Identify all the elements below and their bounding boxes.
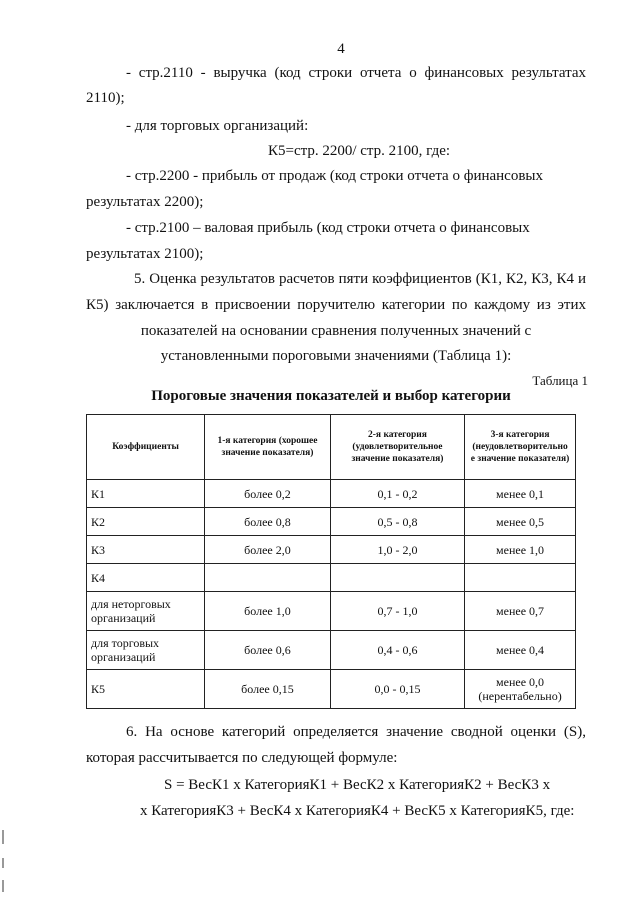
header-category-2: 2-я категория (удовлетворительное значение показателя): [330, 415, 464, 480]
table-row: [87, 480, 576, 508]
text-line-6: результатах 2200);: [86, 194, 204, 210]
formula-k5: К5=стр. 2200/ стр. 2100, где:: [268, 143, 451, 159]
text-line-10: К5) заключается в присвоении поручителю категории по каждому из этих: [86, 297, 586, 313]
cell-coefficient: для неторговых организаций: [87, 592, 205, 631]
table-row: [87, 670, 576, 709]
cell-category-2: 1,0 - 2,0: [330, 536, 464, 564]
cell-category-2: 0,7 - 1,0: [330, 592, 464, 631]
cell-category-3: менее 0,0 (нерентабельно): [465, 670, 576, 709]
cell-category-3: менее 1,0: [465, 536, 576, 564]
thresholds-table: [86, 414, 576, 709]
table-row: [87, 592, 576, 631]
cell-category-3: [465, 564, 576, 592]
formula-s-line-2: х КатегорияК3 + ВесК4 х КатегорияК4 + ВесК5 х КатегорияК5, где:: [140, 803, 575, 819]
cell-coefficient: К3: [87, 536, 205, 564]
cell-category-3: менее 0,1: [465, 480, 576, 508]
table-row: [87, 631, 576, 670]
table-row: [87, 508, 576, 536]
cell-category-1: более 0,15: [205, 670, 331, 709]
formula-s-line-1: S = ВесК1 х КатегорияК1 + ВесК2 х КатегорияК2 + ВесК3 х: [164, 777, 551, 793]
header-category-1: 1-я категория (хорошее значение показателя): [205, 415, 331, 480]
cell-category-2: 0,4 - 0,6: [330, 631, 464, 670]
text-line-2: 2110);: [86, 90, 125, 106]
cell-coefficient: К5: [87, 670, 205, 709]
cell-category-3: менее 0,4: [465, 631, 576, 670]
table-label: Таблица 1: [532, 373, 588, 388]
text-line-3: - для торговых организаций:: [126, 118, 309, 134]
table-header-row: [87, 415, 576, 480]
cell-coefficient: К2: [87, 508, 205, 536]
text-line-11: показателей на основании сравнения полученных значений с: [140, 323, 532, 339]
cell-category-3: менее 0,5: [465, 508, 576, 536]
cell-coefficient: для торговых организаций: [87, 631, 205, 670]
cell-category-1: [205, 564, 331, 592]
page-number: 4: [337, 41, 345, 57]
table-title: Пороговые значения показателей и выбор категории: [151, 388, 511, 404]
text-line-8: результатах 2100);: [86, 246, 204, 262]
cell-category-2: [330, 564, 464, 592]
cell-coefficient: К1: [87, 480, 205, 508]
text-line-1: - стр.2110 - выручка (код строки отчета о финансовых результатах: [126, 65, 586, 81]
cell-category-2: 0,5 - 0,8: [330, 508, 464, 536]
text-after-2: которая рассчитывается по следующей формуле:: [86, 750, 398, 766]
scan-mark: [2, 858, 4, 868]
cell-category-1: более 0,6: [205, 631, 331, 670]
cell-coefficient: К4: [87, 564, 205, 592]
header-category-3: 3-я категория (неудовлетворительно е значение показателя): [465, 415, 576, 480]
text-line-7: - стр.2100 – валовая прибыль (код строки отчета о финансовых: [126, 220, 530, 236]
text-line-9: 5. Оценка результатов расчетов пяти коэффициентов (К1, К2, К3, К4 и: [134, 271, 586, 287]
table-row: [87, 564, 576, 592]
text-line-5: - стр.2200 - прибыль от продаж (код строки отчета о финансовых: [126, 168, 543, 184]
header-coefficients: Коэффициенты: [87, 415, 205, 480]
cell-category-1: более 0,2: [205, 480, 331, 508]
cell-category-1: более 0,8: [205, 508, 331, 536]
cell-category-2: 0,0 - 0,15: [330, 670, 464, 709]
scan-mark: [2, 830, 4, 844]
cell-category-1: более 2,0: [205, 536, 331, 564]
table-row: [87, 536, 576, 564]
text-after-1: 6. На основе категорий определяется значение сводной оценки (S),: [126, 724, 586, 740]
scan-mark: [2, 880, 4, 892]
cell-category-2: 0,1 - 0,2: [330, 480, 464, 508]
cell-category-3: менее 0,7: [465, 592, 576, 631]
cell-category-1: более 1,0: [205, 592, 331, 631]
text-line-12: установленными пороговыми значениями (Таблица 1):: [160, 348, 512, 364]
